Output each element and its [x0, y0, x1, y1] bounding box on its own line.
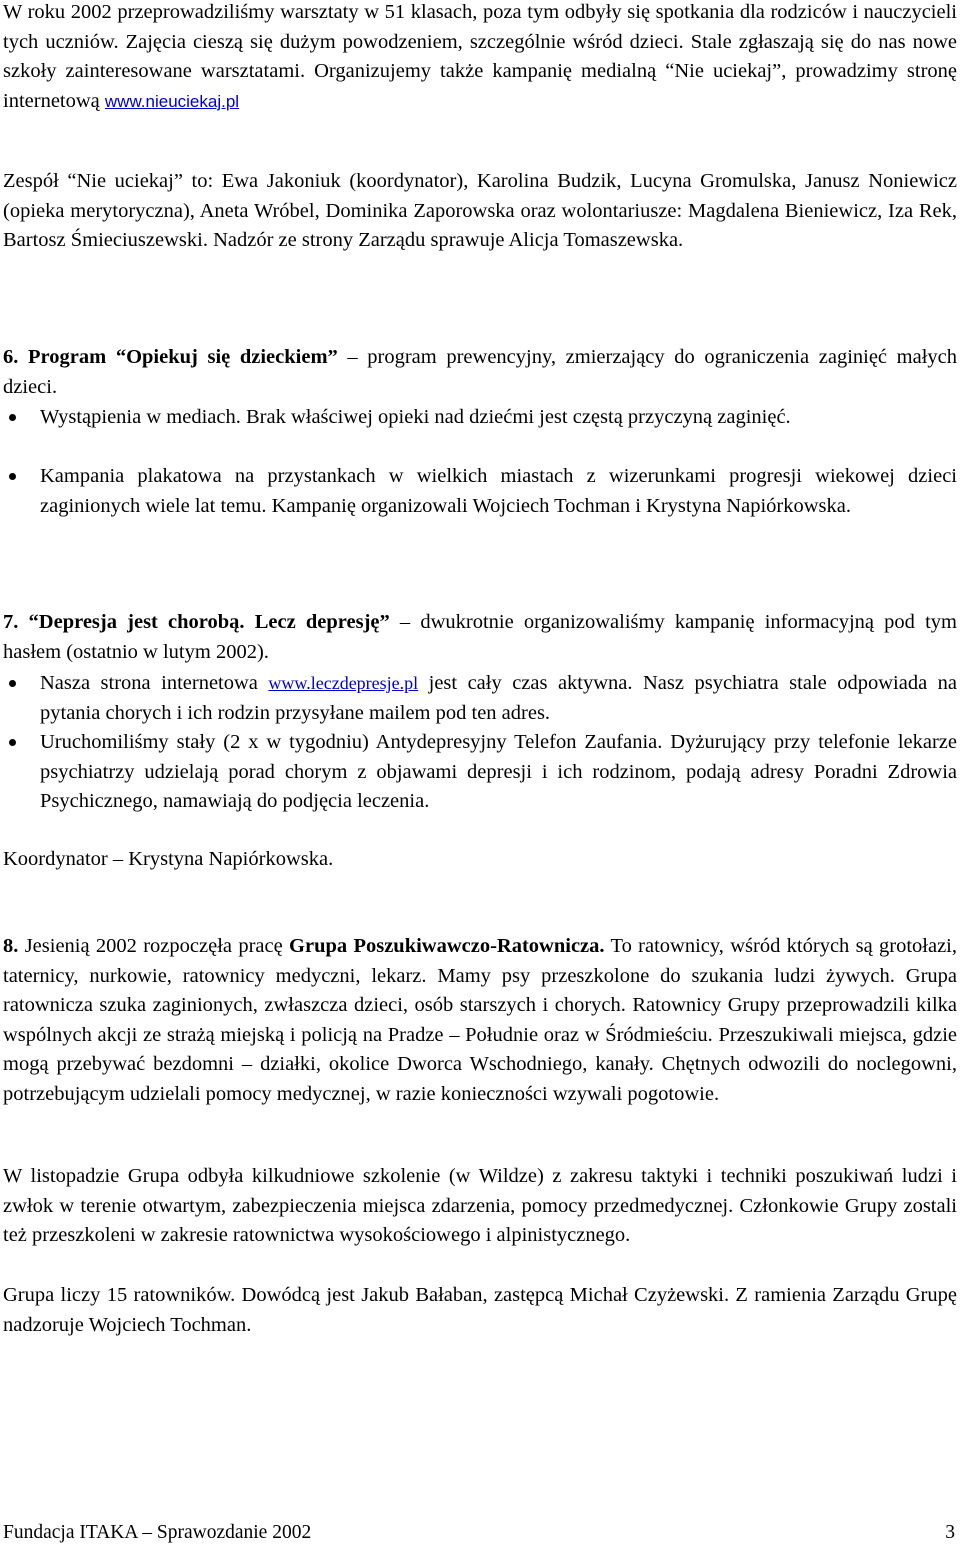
section-7-bullet-1-pre: Nasza strona internetowa: [40, 672, 269, 694]
section-8-pre: Jesienią 2002 rozpoczęła pracę: [18, 935, 290, 957]
section-8-paragraph-3: Grupa liczy 15 ratowników. Dowódcą jest Jakub Bałaban, zastępcą Michał Czyżewski. Z ramienia Zarządu Grupę nadzoruje Wojciech Tochman.: [3, 1284, 957, 1336]
section-6-bullet-2: [3, 462, 957, 521]
nieuciekaj-link[interactable]: www.nieuciekaj.pl: [104, 91, 240, 111]
section-7-bullet-2-text: Uruchomiliśmy stały (2 x w tygodniu) Antydepresyjny Telefon Zaufania. Dyżurujący przy telefonie lekarze psychiatrzy udzielają porad chorym z objawami depresji i ich rodzinom, podają adresy Poradni Zdrowia Psychicznego, namawiają do podjęcia leczenia.: [40, 731, 957, 813]
section-7-bullet-1: [3, 669, 957, 728]
section-7-heading: [3, 608, 957, 667]
page-number: 3: [945, 1522, 955, 1543]
section-8-title: Grupa Poszukiwawczo-Ratownicza.: [289, 935, 605, 957]
section-6-bullet-2-text: Kampania plakatowa na przystankach w wielkich miastach z wizerunkami progresji wiekowej dzieci zaginionych wiele lat temu. Kampanię organizowali Wojciech Tochman i Krystyna Napiórkowska.: [40, 465, 957, 517]
section-8-number: 8.: [3, 935, 19, 957]
section-6-title: Program “Opiekuj się dzieckiem”: [28, 346, 338, 368]
footer-title: Fundacja ITAKA – Sprawozdanie 2002: [3, 1522, 312, 1543]
section-6-heading: [3, 343, 957, 402]
section-7-bullet-2: [3, 728, 957, 817]
section-8-text: To ratownicy, wśród których są grotołazi, taternicy, nurkowie, ratownicy medyczni, lekarz. Mamy psy przeszkolone do szukania ludzi żywych. Grupa ratownicza szuka zaginionych, zwłaszcza dzieci, osób starszych i chorych. Ratownicy Grupy przeprowadzili kilka wspólnych akcji ze strażą miejską i policją na Pradze – Południe oraz w Śródmieściu. Przeszukiwali miejsca, gdzie mogą przebywać bezdomni – działki, okolice Dworca Wschodniego, kanały. Chętnych odwozili do noclegowni, potrzebującym udzielali pomocy medycznej, w razie konieczności wzywali pogotowie.: [3, 935, 958, 1105]
section-6-description: – program prewencyjny, zmierzający do ograniczenia zaginięć małych dzieci.: [3, 346, 958, 398]
section-7-bullet-1-post: jest cały czas aktywna. Nasz psychiatra stale odpowiada na pytania chorych i ich rodzin przysyłane mailem pod ten adres.: [40, 672, 958, 724]
section-7-description: – dwukrotnie organizowaliśmy kampanię informacyjną pod tym hasłem (ostatnio w lutym 2002).: [3, 611, 957, 663]
section-6-bullet-1-text: Wystąpienia w mediach. Brak właściwej opieki nad dziećmi jest częstą przyczyną zaginięć.: [40, 406, 791, 428]
leczdepresje-link[interactable]: www.leczdepresje.pl: [268, 673, 419, 693]
paragraph-workshops: [3, 0, 957, 116]
section-6-bullet-1: [3, 403, 957, 433]
paragraph-workshops-text: W roku 2002 przeprowadziliśmy warsztaty w 51 klasach, poza tym odbyły się spotkania dla rodziców i nauczycieli tych uczniów. Zajęcia cieszą się dużym powodzeniem, szczególnie wśród dzieci. Stale zgłaszają się do nas nowe szkoły zainteresowane warsztatami. Organizujemy także kampanię medialną “Nie uciekaj”, prowadzimy stronę internetową: [3, 1, 957, 112]
section-7-coordinator: Koordynator – Krystyna Napiórkowska.: [3, 848, 334, 870]
section-8-paragraph-1: [3, 932, 957, 1110]
section-6-number: 6.: [3, 346, 19, 368]
section-7-number: 7.: [3, 611, 19, 633]
section-8-paragraph-2: W listopadzie Grupa odbyła kilkudniowe szkolenie (w Wildze) z zakresu taktyki i techniki poszukiwań ludzi i zwłok w terenie otwartym, zabezpieczenia miejsca zdarzenia, pomocy przedmedycznej. Członkowie Grupy zostali też przeszkoleni w zakresie ratownictwa wysokościowego i alpinistycznego.: [3, 1165, 957, 1247]
paragraph-team: Zespół “Nie uciekaj” to: Ewa Jakoniuk (koordynator), Karolina Budzik, Lucyna Gromulska, Janusz Noniewicz (opieka merytoryczna), Aneta Wróbel, Dominika Zaporowska oraz wolontariusze: Magdalena Bieniewicz, Iza Rek, Bartosz Śmieciuszewski. Nadzór ze strony Zarządu sprawuje Alicja Tomaszewska.: [3, 170, 957, 252]
section-7-title: “Depresja jest chorobą. Lecz depresję”: [28, 611, 390, 633]
